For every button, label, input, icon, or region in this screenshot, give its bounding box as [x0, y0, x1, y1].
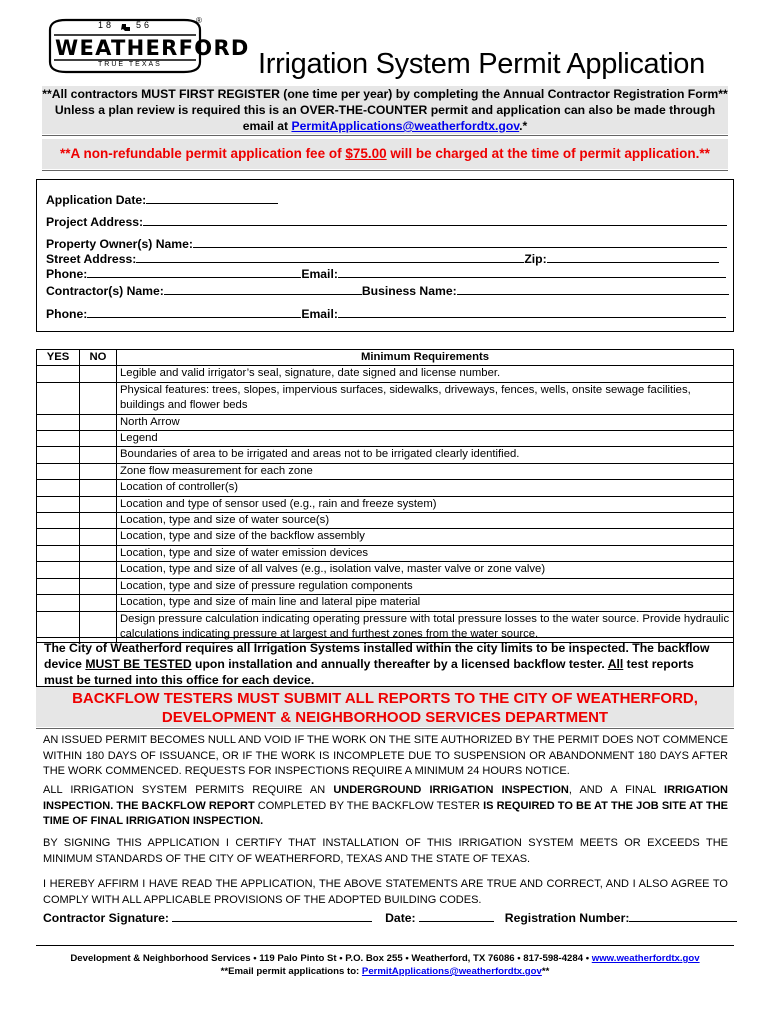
registered-mark: ® — [196, 16, 202, 25]
must-be-tested: MUST BE TESTED — [85, 657, 192, 671]
backflow-line-1: BACKFLOW TESTERS MUST SUBMIT ALL REPORTS TO THE CITY OF WEATHERFORD, — [72, 690, 698, 707]
yes-checkbox-cell[interactable] — [37, 529, 80, 545]
fee-prefix: **A non-refundable permit application fee of — [60, 146, 346, 161]
notice-line-3 — [42, 118, 728, 134]
contractor-name-field[interactable] — [164, 282, 362, 295]
registration-notice — [42, 86, 728, 134]
contractor-phone-label: Phone: — [46, 307, 88, 321]
fee-suffix: will be charged at the time of permit application.** — [386, 146, 710, 161]
yes-checkbox-cell[interactable] — [37, 431, 80, 447]
table-row — [37, 513, 734, 529]
zip-field[interactable] — [547, 250, 719, 263]
footer-email-link[interactable]: PermitApplications@weatherfordtx.gov — [361, 966, 542, 977]
table-header-row — [37, 350, 734, 366]
notice-email-suffix: .* — [519, 119, 528, 133]
footer-address-text: Development & Neighborhood Services • 119 Palo Pinto St • P.O. Box 255 • Weatherford, TX 76086 • 817-598-4284 • — [70, 953, 592, 964]
notice-line-2: Unless a plan review is required this is an OVER-THE-COUNTER permit and application can also be made through — [54, 103, 716, 117]
contractor-email-field[interactable] — [338, 305, 726, 318]
notice-line-1: **All contractors MUST FIRST REGISTER (one time per year) by completing the Annual Contractor Registration Form** — [42, 87, 728, 101]
contractor-email-label: Email: — [301, 307, 338, 321]
no-checkbox-cell[interactable] — [80, 366, 117, 382]
business-name-field[interactable] — [457, 282, 729, 295]
no-checkbox-cell[interactable] — [80, 382, 117, 414]
table-row — [37, 545, 734, 561]
affirm-paragraph: I HEREBY AFFIRM I HAVE READ THE APPLICATION, THE ABOVE STATEMENTS ARE TRUE AND CORRECT, AND I ALSO AGREE TO COMPLY WITH ALL APPLICABLE PROVISIONS OF THE ADOPTED BUILDING CODES. — [43, 878, 728, 906]
notice-email-prefix: email at — [242, 119, 292, 133]
no-checkbox-cell[interactable] — [80, 414, 117, 430]
yes-checkbox-cell[interactable] — [37, 562, 80, 578]
yes-checkbox-cell[interactable] — [37, 480, 80, 496]
table-row — [37, 463, 734, 479]
yes-checkbox-cell[interactable] — [37, 513, 80, 529]
no-checkbox-cell[interactable] — [80, 595, 117, 611]
notice-email-link[interactable]: PermitApplications@weatherfordtx.gov — [291, 119, 520, 133]
p2-f: THE BACKFLOW REPORT — [116, 799, 255, 812]
phone-label: Phone: — [46, 267, 88, 281]
yes-checkbox-cell[interactable] — [37, 414, 80, 430]
no-checkbox-cell[interactable] — [80, 480, 117, 496]
statement-all: All — [607, 657, 624, 671]
p2-b: UNDERGROUND IRRIGATION INSPECTION — [333, 784, 569, 796]
col-no: NO — [80, 350, 117, 366]
statement-part-3: test reports must be turned into this office for each device. — [44, 657, 694, 687]
no-checkbox-cell[interactable] — [80, 431, 117, 447]
no-checkbox-cell[interactable] — [80, 578, 117, 594]
yes-checkbox-cell[interactable] — [37, 578, 80, 594]
table-row — [37, 431, 734, 447]
yes-checkbox-cell[interactable] — [37, 366, 80, 382]
requirement-text: Location, type and size of all valves (e.g., isolation valve, master valve or zone valve) — [117, 562, 734, 578]
table-row — [37, 496, 734, 512]
footer-address — [36, 953, 734, 964]
contractor-phone-field[interactable] — [87, 305, 301, 318]
requirements-table — [36, 349, 734, 643]
table-row — [37, 366, 734, 382]
divider — [42, 135, 728, 136]
logo-year-left: 18 — [98, 20, 115, 30]
no-checkbox-cell[interactable] — [80, 513, 117, 529]
requirement-text: Design pressure calculation indicating operating pressure with total pressure losses to the water source. Provide hydraulic calculations indicating pressure at largest and furthest zones from the water source. — [117, 611, 734, 643]
table-row — [37, 447, 734, 463]
street-address-field[interactable] — [136, 250, 524, 263]
texas-star-icon — [121, 24, 130, 31]
zip-label: Zip: — [524, 252, 547, 266]
certify-paragraph: BY SIGNING THIS APPLICATION I CERTIFY THAT INSTALLATION OF THIS IRRIGATION SYSTEM MEETS OR EXCEEDS THE MINIMUM STANDARDS OF THE CITY OF WEATHERFORD, TEXAS AND THE STATE OF TEXAS. — [43, 837, 728, 865]
p2-g: COMPLETED BY THE BACKFLOW TESTER — [254, 799, 484, 812]
statement-part-1: The City of Weatherford requires all Irrigation Systems installed within the city limits to be inspected. The backflow device — [44, 641, 710, 671]
table-row — [37, 529, 734, 545]
footer-website-link[interactable]: www.weatherfordtx.gov — [591, 953, 700, 964]
yes-checkbox-cell[interactable] — [37, 545, 80, 561]
requirement-text: Location, type and size of the backflow assembly — [117, 529, 734, 545]
permit-void-paragraph: AN ISSUED PERMIT BECOMES NULL AND VOID IF THE WORK ON THE SITE AUTHORIZED BY THE PERMIT DOES NOT COMMENCE WITHIN 180 DAYS OF ISSUANCE, OR IF THE WORK IS INCOMPLETE DUE TO SUSPENSION OR ABANDONMENT 180 DAYS AFTER THE WORK COMMENCED. REQUESTS FOR INSPECTIONS REQUIRE A MINIMUM 24 HOURS NOTICE. — [43, 734, 728, 777]
property-owner-field[interactable] — [193, 235, 727, 248]
registration-number-label: Registration Number: — [504, 911, 630, 925]
application-date-field[interactable] — [146, 191, 278, 204]
requirement-text: Boundaries of area to be irrigated and areas not to be irrigated clearly identified. — [117, 447, 734, 463]
requirement-text: North Arrow — [117, 414, 734, 430]
requirement-text: Location, type and size of water source(s) — [117, 513, 734, 529]
applicant-info-box — [36, 179, 734, 332]
date-label: Date: — [385, 911, 416, 925]
divider — [36, 728, 734, 729]
city-inspection-statement — [36, 637, 734, 687]
no-checkbox-cell[interactable] — [80, 496, 117, 512]
table-row — [37, 595, 734, 611]
requirement-text: Physical features: trees, slopes, impervious surfaces, sidewalks, driveways, fences, wells, onsite sewage facilities, buildings and flower beds — [117, 382, 734, 414]
logo-year-right: 56 — [136, 20, 153, 30]
street-address-label: Street Address: — [46, 252, 137, 266]
requirement-text: Legible and valid irrigator’s seal, signature, date signed and license number. — [117, 366, 734, 382]
no-checkbox-cell[interactable] — [80, 463, 117, 479]
email-field[interactable] — [338, 265, 726, 278]
requirement-text: Location of controller(s) — [117, 480, 734, 496]
registration-number-field[interactable] — [629, 909, 737, 922]
col-yes: YES — [37, 350, 80, 366]
contractor-signature-label: Contractor Signature: — [43, 911, 169, 925]
no-checkbox-cell[interactable] — [80, 529, 117, 545]
requirement-text: Location, type and size of pressure regulation components — [117, 578, 734, 594]
email-label: Email: — [301, 267, 338, 281]
backflow-notice — [36, 687, 734, 727]
project-address-label: Project Address: — [46, 215, 144, 229]
yes-checkbox-cell[interactable] — [37, 447, 80, 463]
contractor-name-label: Contractor(s) Name: — [46, 284, 164, 298]
yes-checkbox-cell[interactable] — [37, 595, 80, 611]
table-row — [37, 578, 734, 594]
contractor-signature-field[interactable] — [172, 909, 372, 922]
business-name-label: Business Name: — [361, 284, 457, 298]
statement-part-2: upon installation and annually thereafter by a licensed backflow tester. — [191, 657, 608, 671]
page-title: Irrigation System Permit Application — [258, 48, 705, 80]
p2-d: IRRIGATION INSPECTION — [43, 784, 728, 812]
table-row — [37, 414, 734, 430]
requirement-text: Location, type and size of main line and lateral pipe material — [117, 595, 734, 611]
table-row — [37, 480, 734, 496]
weatherford-logo — [46, 16, 250, 76]
requirement-text: Location, type and size of water emission devices — [117, 545, 734, 561]
date-field[interactable] — [419, 909, 494, 922]
footer-divider — [36, 945, 734, 946]
no-checkbox-cell[interactable] — [80, 562, 117, 578]
footer-email-suffix: ** — [541, 966, 550, 977]
logo-tagline: TRUE TEXAS — [98, 61, 162, 68]
yes-checkbox-cell[interactable] — [37, 463, 80, 479]
p2-e: . — [110, 799, 117, 812]
project-address-field[interactable] — [143, 213, 727, 226]
fee-notice — [42, 139, 728, 169]
divider — [42, 170, 728, 171]
application-date-label: Application Date: — [46, 193, 147, 207]
table-row — [37, 562, 734, 578]
footer-email-prefix: **Email permit applications to: — [220, 966, 362, 977]
signature-row — [43, 909, 733, 925]
no-checkbox-cell[interactable] — [80, 447, 117, 463]
footer-email — [36, 966, 734, 977]
yes-checkbox-cell[interactable] — [37, 382, 80, 414]
table-row — [37, 382, 734, 414]
p2-c: , AND A FINAL — [568, 784, 665, 796]
phone-field[interactable] — [87, 265, 301, 278]
requirement-text: Location and type of sensor used (e.g., rain and freeze system) — [117, 496, 734, 512]
property-owner-label: Property Owner(s) Name: — [46, 237, 193, 251]
yes-checkbox-cell[interactable] — [37, 496, 80, 512]
backflow-line-2: DEVELOPMENT & NEIGHBORHOOD SERVICES DEPARTMENT — [161, 709, 609, 726]
fee-amount: $75.00 — [345, 146, 387, 161]
p2-a: ALL IRRIGATION SYSTEM PERMITS REQUIRE AN — [43, 784, 334, 796]
requirement-text: Legend — [117, 431, 734, 447]
col-requirements: Minimum Requirements — [117, 350, 734, 366]
p2-h: IS REQUIRED TO BE AT THE JOB SITE AT THE TIME OF FINAL IRRIGATION INSPECTION. — [43, 799, 728, 827]
requirement-text: Zone flow measurement for each zone — [117, 463, 734, 479]
logo-name: WEATHERFORD — [55, 36, 250, 60]
no-checkbox-cell[interactable] — [80, 545, 117, 561]
inspection-paragraph — [43, 783, 728, 830]
